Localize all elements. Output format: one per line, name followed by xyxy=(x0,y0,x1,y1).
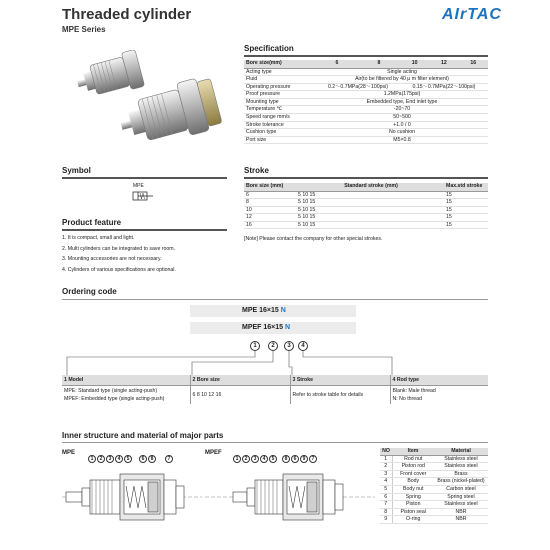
connector-lines xyxy=(62,351,488,376)
list-item: 3. Mounting accessories are not necessary. xyxy=(62,256,162,262)
divider xyxy=(62,299,488,300)
table-header-row: NO Item Material xyxy=(380,448,488,455)
page-title: Threaded cylinder xyxy=(62,6,192,23)
product-photo xyxy=(62,50,227,160)
stroke-col-header: 3 Stroke xyxy=(290,375,390,386)
ordering-code-heading: Ordering code xyxy=(62,287,117,296)
table-row: Stroke tolerance +1.0 / 0 xyxy=(244,121,488,129)
inner-structure-heading: Inner structure and material of major parts xyxy=(62,431,224,440)
rod-col-body: Blank: Male thread N: No thread xyxy=(390,386,488,405)
table-row: 8 Piston seal NBR xyxy=(380,508,488,516)
divider xyxy=(62,229,227,231)
model-col-header: 1 Model xyxy=(62,375,190,386)
table-row: 9 O-ring NBR xyxy=(380,516,488,524)
stroke-table xyxy=(244,183,488,229)
stroke-heading: Stroke xyxy=(244,166,269,175)
specification-heading: Specification xyxy=(244,44,294,53)
table-row: 8 5 10 15 15 xyxy=(244,199,488,207)
ordering-table xyxy=(62,375,488,404)
bore-col-body: 6 8 10 12 16 xyxy=(190,386,290,405)
table-row: Cushion type No cushion xyxy=(244,129,488,137)
product-feature-heading: Product feature xyxy=(62,218,122,227)
bore-col-header: 2 Bore size xyxy=(190,375,290,386)
table-header-row: Bore size(mm) 6 8 10 12 16 xyxy=(244,60,488,68)
table-row: 5 Body nut Carbon steel xyxy=(380,485,488,493)
table-row: Fluid Air(to be filtered by 40 μ m filter element) xyxy=(244,76,488,84)
mpe-cross-section-diagram xyxy=(62,466,202,528)
table-row: 16 5 10 15 15 xyxy=(244,221,488,229)
symbol-label: MPE xyxy=(133,183,144,189)
feature-list xyxy=(62,233,176,275)
mpe-callouts: 1 2 3 4 5 6 8 7 xyxy=(88,455,173,463)
table-header-row: Bore size (mm) Standard stroke (mm) Max.std stroke xyxy=(244,183,488,191)
stroke-col-body: Refer to stroke table for details xyxy=(290,386,390,405)
list-item: 2. Multi cylinders can be integrated to save room. xyxy=(62,245,176,252)
mpef-callouts: 1 2 3 4 5 8 6 9 7 xyxy=(233,455,317,463)
table-row: 3 Front cover Brass xyxy=(380,470,488,478)
table-row: 4 Body Brass (nickel-plated) xyxy=(380,478,488,486)
marker-3: 3 xyxy=(284,341,294,351)
divider xyxy=(244,55,488,57)
divider xyxy=(62,442,488,443)
table-row: Proof pressure 1.2MPa(175psi) xyxy=(244,91,488,99)
materials-table xyxy=(380,448,488,524)
rod-col-header: 4 Rod type xyxy=(390,375,488,386)
table-row: Operating pressure 0.2～0.7MPa(28～100psi) 0.15～0.7MPa(22～100psi) xyxy=(244,83,488,91)
divider xyxy=(62,177,227,179)
table-row: 1 Rod nut Stainless steel xyxy=(380,455,488,463)
specification-table xyxy=(244,60,488,144)
symbol-heading: Symbol xyxy=(62,166,91,175)
divider xyxy=(244,177,488,179)
table-row: Speed range mm/s 50~500 xyxy=(244,114,488,122)
series-name: MPE Series xyxy=(62,25,106,34)
marker-2: 2 xyxy=(268,341,278,351)
table-row: 6 5 10 15 15 xyxy=(244,191,488,199)
mpef-cross-section-diagram xyxy=(205,466,375,528)
order-code-mpe: MPE 16×15 N xyxy=(242,307,286,314)
order-code-mpef: MPEF 16×15 N xyxy=(242,324,291,331)
cylinder-symbol-icon xyxy=(132,190,154,202)
mpe-diagram-label: MPE xyxy=(62,450,76,456)
table-row: Mounting type Embedded type, End inlet type xyxy=(244,98,488,106)
list-item: 1. It is compact, small and light. xyxy=(62,235,135,241)
brand-logo: AIrTAC xyxy=(442,6,502,23)
table-row: 6 Spring Spring steel xyxy=(380,493,488,501)
marker-4: 4 xyxy=(298,341,308,351)
table-row: Acting type Single acting xyxy=(244,68,488,76)
table-row: 12 5 10 15 15 xyxy=(244,214,488,222)
table-row: Port size M5×0.8 xyxy=(244,136,488,144)
mpef-diagram-label: MPEF xyxy=(205,450,222,456)
model-col-body: MPE: Standard type (single acting-push) MPEF: Embedded type (single acting-push) xyxy=(64,388,165,402)
table-row: 10 5 10 15 15 xyxy=(244,206,488,214)
table-row: Temperature ℃ -20~70 xyxy=(244,106,488,114)
table-row: 2 Piston rod Stainless steel xyxy=(380,463,488,471)
marker-1: 1 xyxy=(250,341,260,351)
stroke-note: [Note] Please contact the company for other special strokes. xyxy=(244,236,383,242)
table-row: 7 Piston Stainless steel xyxy=(380,501,488,509)
list-item: 4. Cylinders of various specifications are optional. xyxy=(62,266,176,273)
